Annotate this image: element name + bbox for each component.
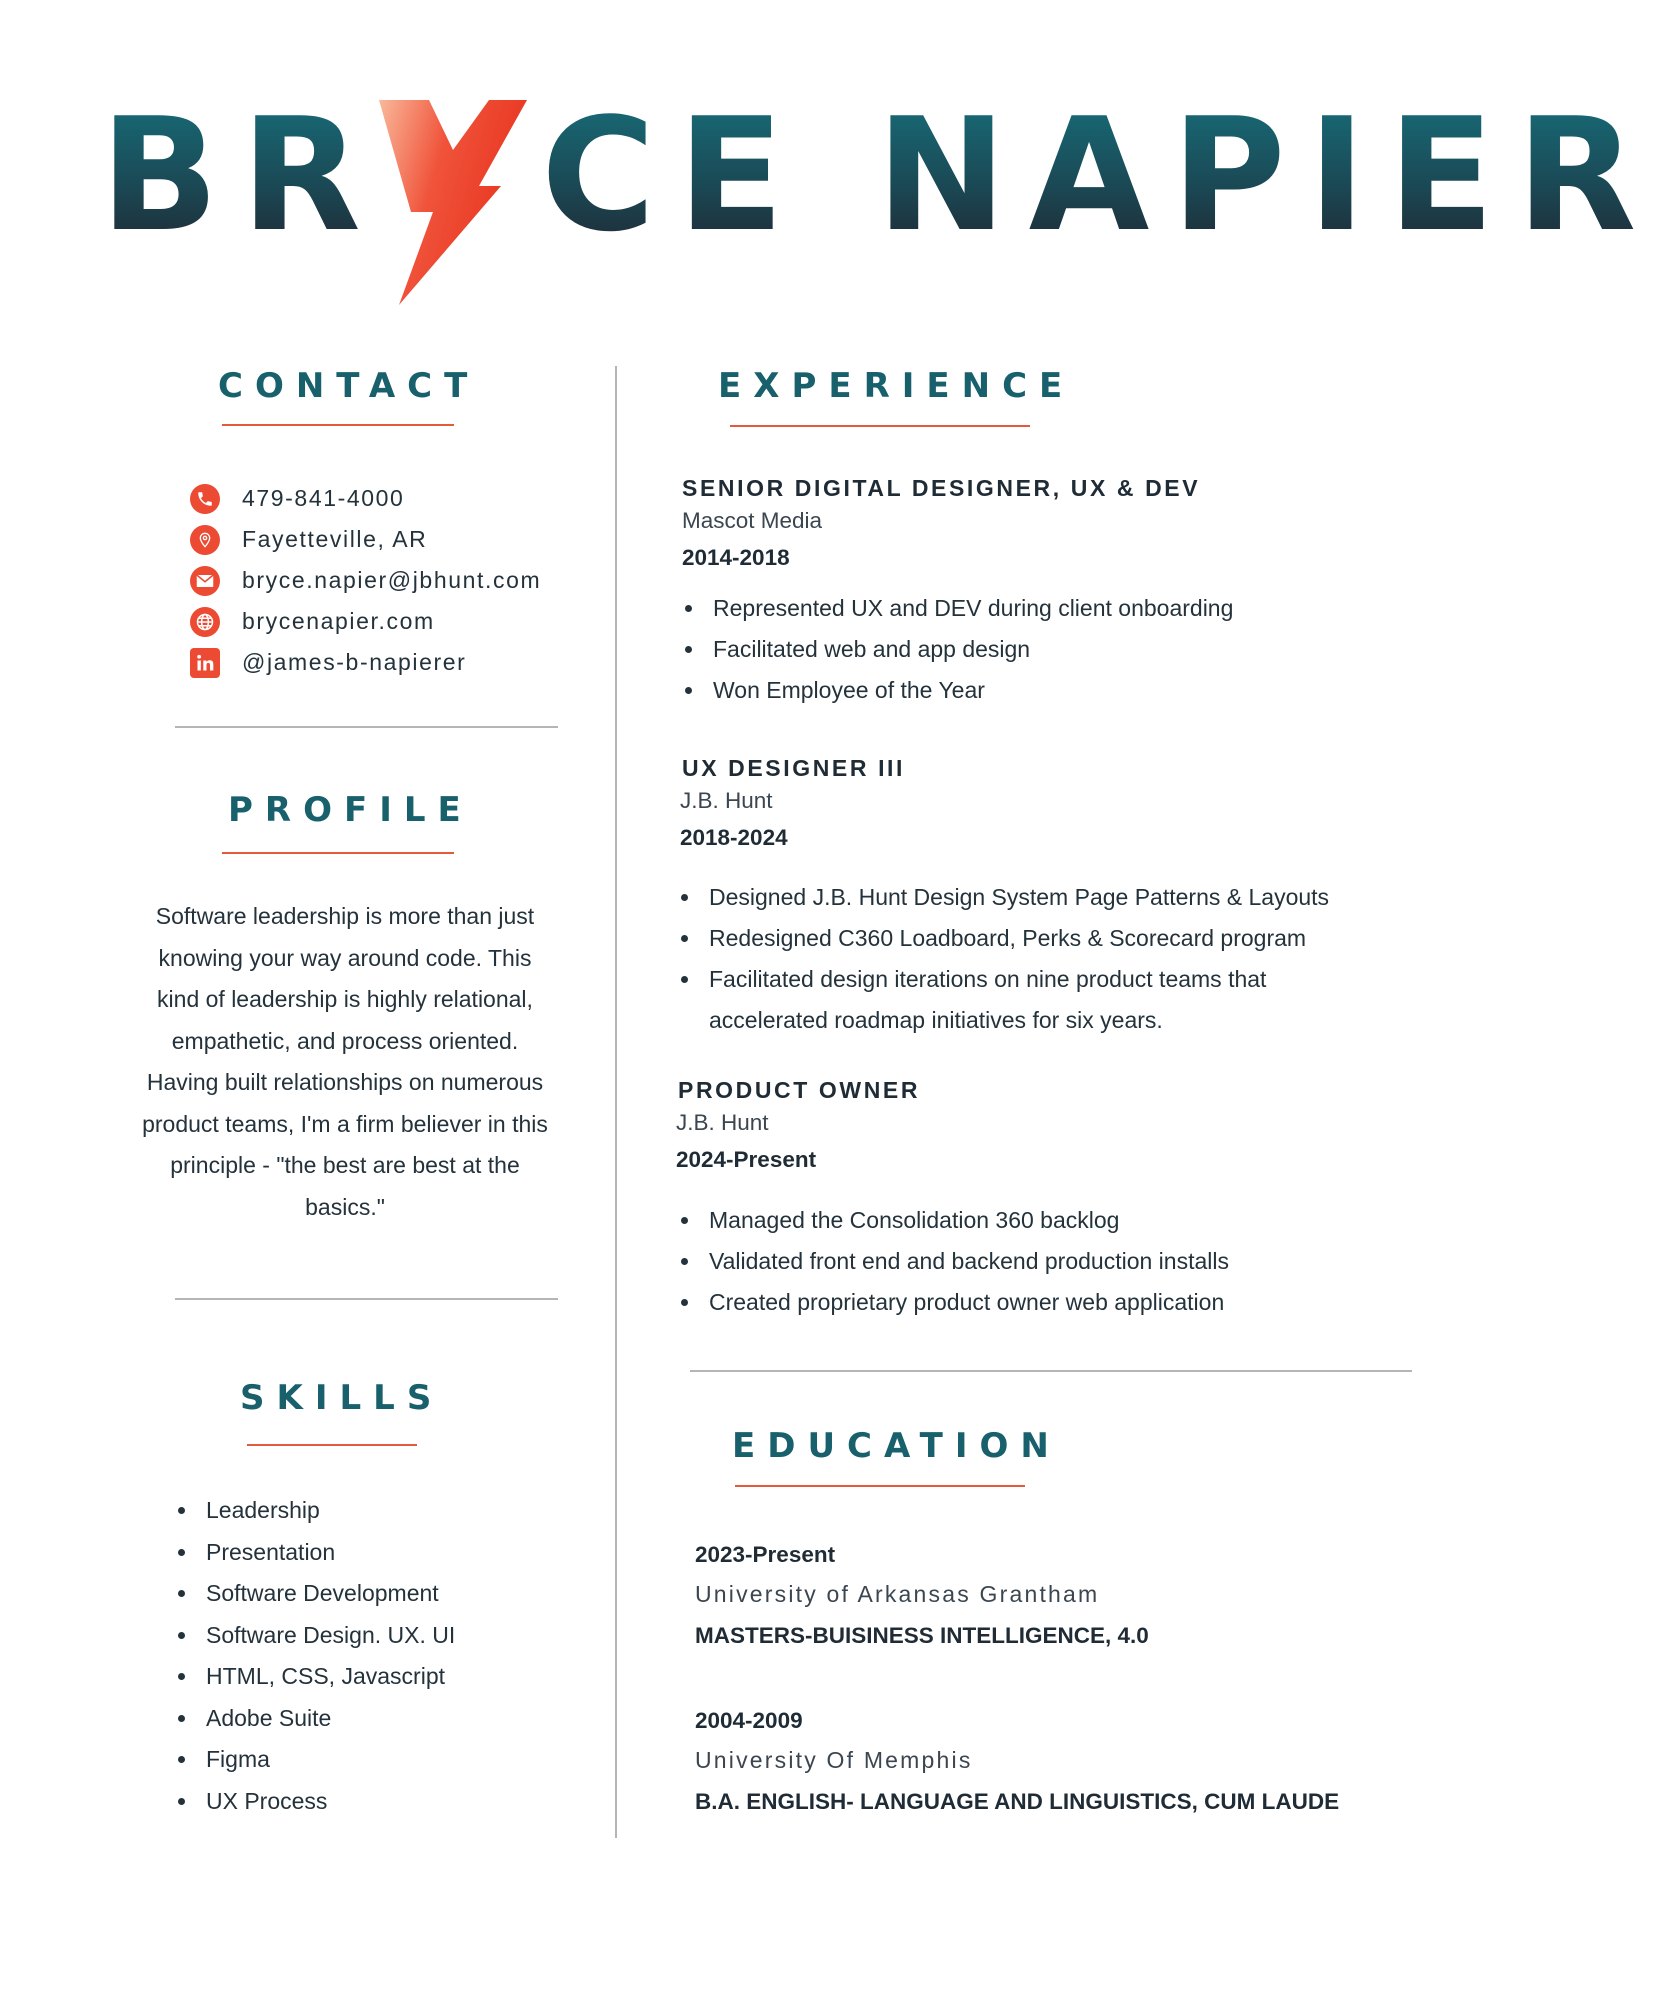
job-company: J.B. Hunt [680,788,773,813]
profile-divider [175,1298,558,1300]
job-bullets [709,877,1329,1041]
job-bullets [709,1200,1229,1323]
job-years: 2014-2018 [682,545,790,570]
linkedin-handle: @james-b-napierer [242,649,467,675]
education-heading: EDUCATION [732,1426,1061,1466]
experience-divider [690,1370,1412,1372]
name-first-rest: CE [541,84,807,266]
list-item: Created proprietary product owner web application [709,1282,1229,1323]
job-company: Mascot Media [682,508,823,533]
job-bullets [713,588,1233,711]
contact-linkedin[interactable] [190,642,541,683]
website-url: brycenapier.com [242,608,435,634]
resume-name [100,84,1658,330]
contact-email[interactable] [190,560,541,601]
list-item: Validated front end and backend production installs [709,1241,1229,1282]
education-degree: MASTERS-BUISINESS INTELLIGENCE, 4.0 [695,1623,1149,1648]
contact-website[interactable] [190,601,541,642]
list-item: Redesigned C360 Loadboard, Perks & Scorecard program [709,918,1329,959]
job-title: UX DESIGNER III [682,755,906,781]
experience-heading-underline [730,425,1030,427]
job-years: 2024-Present [676,1147,817,1172]
list-item: Represented UX and DEV during client onboarding [713,588,1233,629]
name-first-part: BR [100,84,384,266]
list-item: Presentation [206,1532,455,1574]
contact-heading-underline [222,424,454,426]
list-item: Won Employee of the Year [713,670,1233,711]
profile-heading: PROFILE [228,790,473,830]
education-school: University of Arkansas Grantham [695,1581,1100,1607]
location-text: Fayetteville, AR [242,526,428,552]
list-item: HTML, CSS, Javascript [206,1656,455,1698]
email-address: bryce.napier@jbhunt.com [242,567,542,593]
column-divider [615,366,617,1838]
education-school: University Of Memphis [695,1747,973,1773]
list-item: Managed the Consolidation 360 backlog [709,1200,1229,1241]
list-item: Adobe Suite [206,1698,455,1740]
skills-heading-underline [247,1444,417,1446]
job-company: J.B. Hunt [676,1110,769,1135]
list-item: Facilitated design iterations on nine product teams that [709,959,1329,1000]
list-item: Software Design. UX. UI [206,1615,455,1657]
skills-heading: SKILLS [240,1378,444,1418]
contact-phone[interactable] [190,478,541,519]
experience-heading: EXPERIENCE [718,366,1075,406]
list-item: UX Process [206,1781,455,1823]
education-years: 2004-2009 [695,1708,803,1733]
linkedin-icon [190,648,220,678]
profile-text: Software leadership is more than just knowing your way around code. This kind of leadership is highly relational, empathetic, and process oriented. Having built relationships on numerous product teams, I'm a firm believer in this principle - "the best are best at the basics." [142,903,548,1220]
job-years: 2018-2024 [680,825,788,850]
location-pin-icon [190,525,220,555]
name-last: NAPIER [876,84,1658,266]
list-item-continuation: accelerated roadmap initiatives for six years. [709,1007,1163,1033]
education-degree: B.A. ENGLISH- LANGUAGE AND LINGUISTICS, CUM LAUDE [695,1789,1340,1814]
profile-heading-underline [222,852,454,854]
phone-number: 479-841-4000 [242,485,405,511]
list-item: Figma [206,1739,455,1781]
phone-icon [190,484,220,514]
job-title: PRODUCT OWNER [678,1077,921,1103]
globe-icon [190,607,220,637]
contact-heading: CONTACT [218,366,480,406]
contact-divider [175,726,558,728]
lightning-bolt-icon [377,100,527,310]
list-item: Facilitated web and app design [713,629,1233,670]
list-item: Software Development [206,1573,455,1615]
education-years: 2023-Present [695,1542,836,1567]
list-item: Leadership [206,1490,455,1532]
education-heading-underline [735,1485,1025,1487]
job-title: SENIOR DIGITAL DESIGNER, UX & DEV [682,475,1201,501]
email-icon [190,566,220,596]
list-item: Designed J.B. Hunt Design System Page Patterns & Layouts [709,877,1329,918]
contact-location [190,519,541,560]
contact-list [190,478,541,683]
skills-list [206,1490,455,1822]
